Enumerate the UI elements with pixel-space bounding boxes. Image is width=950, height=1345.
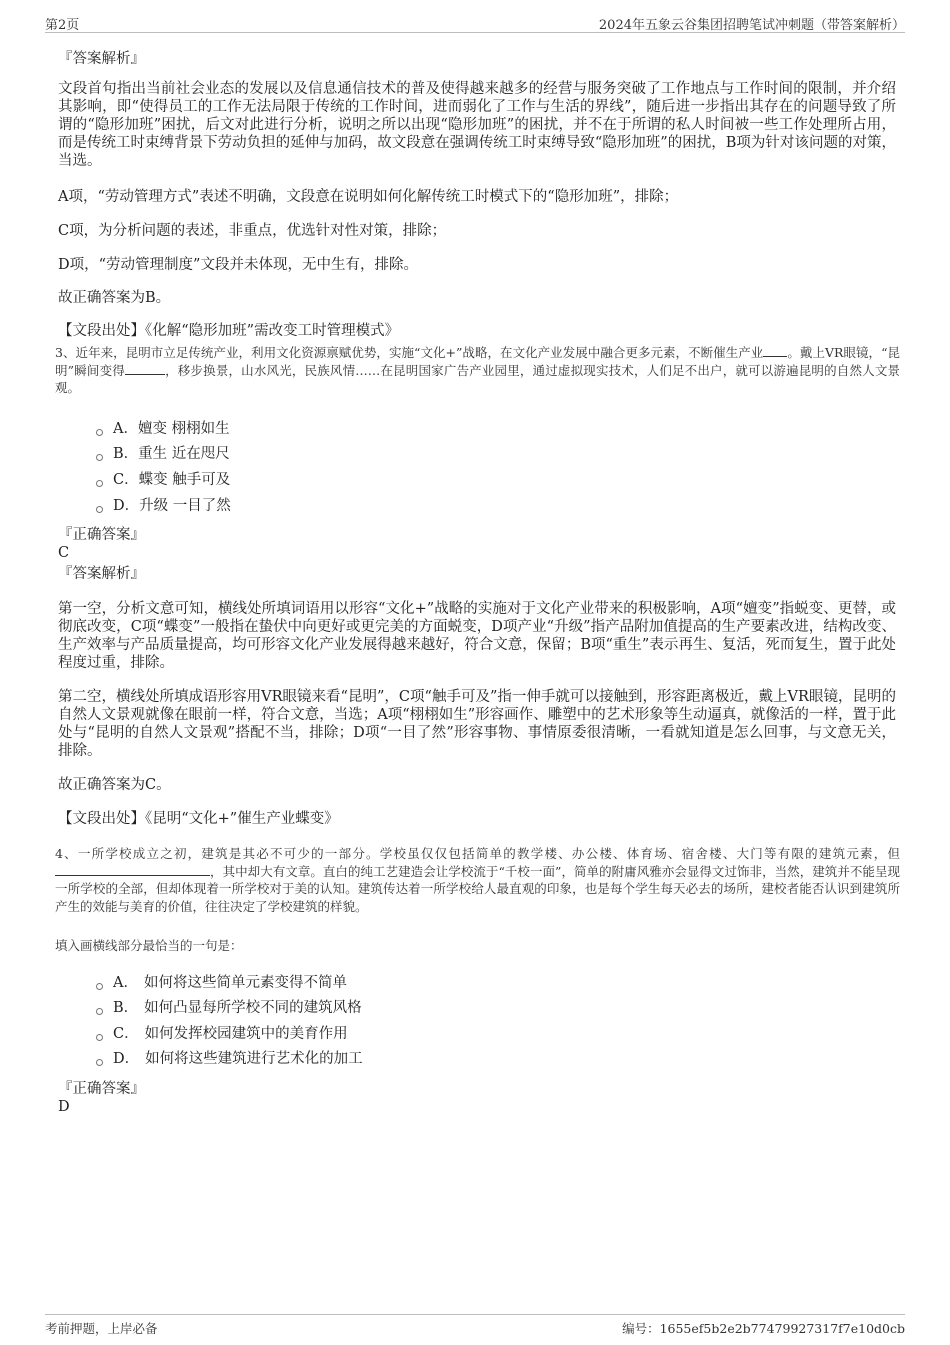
- option-letter: A．: [113, 975, 138, 991]
- q3-stem-part-3: ，移步换景，山水风光，民族风情……在昆明国家广告产业园里，通过虚拟现实技术，人们足不出户，就可以游遍昆明的自然人文景观。: [55, 362, 900, 395]
- q4-stem-part-2: ，其中却大有文章。直白的纯工艺建造会让学校流于“千校一面”，简单的附庸风雅亦会显得文过饰非，当然，建筑并不能呈现一所学校的全部，但却体现着一所学校对于美的认知。建筑传达着一所学校给人最直观的印象，也是每个学生每天必去的场所，建校者能否认识到建筑所产生的效能与美育的价值，往往决定了学校建筑的样貌。: [55, 863, 900, 914]
- q4-option-b[interactable]: [96, 999, 362, 1017]
- option-letter: D．: [113, 1051, 140, 1067]
- q4-prompt: 填入画横线部分最恰当的一句是：: [55, 938, 243, 953]
- option-letter: C．: [113, 1026, 139, 1042]
- radio-icon[interactable]: [96, 1059, 103, 1066]
- q3-option-d[interactable]: [96, 497, 231, 515]
- document-id: 编号：1655ef5b2e2b77479927317f7e10d0cb: [622, 1321, 905, 1336]
- radio-icon[interactable]: [96, 480, 103, 487]
- radio-icon[interactable]: [96, 429, 103, 436]
- radio-icon[interactable]: [96, 1008, 103, 1015]
- q4-stem: [55, 845, 900, 915]
- document-title: 2024年五象云谷集团招聘笔试冲刺题（带答案解析）: [598, 18, 905, 33]
- option-text: 如何将这些建筑进行艺术化的加工: [145, 1051, 363, 1067]
- q2-analysis-paragraph: 文段首句指出当前社会业态的发展以及信息通信技术的普及使得越来越多的经营与服务突破了工作地点与工作时间的限制，并介绍其影响，即“使得员工的工作无法局限于传统的工作时间，进而弱化了工作与生活的界线”，随后进一步指出其存在的问题导致了所谓的“隐形加班”困扰，后文对此进行分析，说明之所以出现“隐形加班”的困扰，并不在于所谓的私人时间被一些工作处理所占用，而是传统工时束缚背景下劳动负担的延伸与加码，故文段意在强调传统工时束缚导致“隐形加班”的困扰，B项为针对该问题的对策，当选。: [58, 81, 896, 169]
- option-text: 如何将这些简单元素变得不简单: [143, 975, 347, 991]
- q3-analysis-paragraph-2: 第二空，横线处所填成语形容用VR眼镜来看“昆明”，C项“触手可及”指一伸手就可以接触到，形容距离极近，戴上VR眼镜，昆明的自然人文景观就像在眼前一样，符合文意，当选；A项“栩栩如生”形容画作、雕塑中的艺术形象等生动逼真，就像活的一样，置于此处与“昆明的自然人文景观”搭配不当，排除；D项“一目了然”形容事物、事情原委很清晰，一看就知道是怎么回事，与文意无关，排除。: [58, 689, 896, 759]
- q3-stem-part-1: 3、近年来，昆明市立足传统产业，利用文化资源禀赋优势，实施“文化+”战略，在文化产业发展中融合更多元素，不断催生产业: [55, 345, 764, 360]
- radio-icon[interactable]: [96, 506, 103, 513]
- q3-option-a[interactable]: [96, 420, 230, 438]
- option-text: 重生 近在咫尺: [138, 446, 230, 462]
- q3-option-c[interactable]: [96, 471, 230, 489]
- option-letter: A．: [113, 421, 138, 437]
- radio-icon[interactable]: [96, 1034, 103, 1041]
- q3-analysis-paragraph-1: 第一空，分析文意可知，横线处所填词语用以形容“文化+”战略的实施对于文化产业带来的积极影响，A项“嬗变”指蜕变、更替，或彻底改变，C项“蝶变”一般指在蛰伏中向更好或更完美的方面蜕变，D项产业“升级”指产品附加值提高的生产要素改进，结构改变、生产效率与产品质量提高，均可形容文化产业发展得越来越好，符合文意，保留；B项“重生”表示再生、复活，死而复生，置于此处程度过重，排除。: [58, 601, 896, 671]
- q3-option-b[interactable]: [96, 445, 230, 463]
- option-letter: C．: [113, 472, 139, 488]
- q4-answer: D: [58, 1099, 70, 1115]
- q4-answer-label: 『正确答案』: [58, 1081, 145, 1097]
- q3-blank-1: [763, 344, 787, 357]
- q2-analysis-option-a: A项，“劳动管理方式”表述不明确，文段意在说明如何化解传统工时模式下的“隐形加班”，排除；: [58, 189, 679, 205]
- radio-icon[interactable]: [96, 983, 103, 990]
- q3-answer-label: 『正确答案』: [58, 527, 145, 543]
- option-text: 嬗变 栩栩如生: [137, 421, 230, 437]
- option-letter: B．: [113, 1000, 139, 1016]
- q2-analysis-option-c: C项，为分析问题的表述，非重点，优选针对性对策，排除；: [58, 223, 447, 239]
- q4-option-c[interactable]: [96, 1025, 348, 1043]
- q2-analysis-label: 『答案解析』: [58, 51, 145, 67]
- page-footer: [45, 1314, 905, 1335]
- option-text: 如何凸显每所学校不同的建筑风格: [144, 1000, 362, 1016]
- q3-stem-part-2: 。戴上VR眼镜，“昆明”瞬间变得: [55, 345, 900, 378]
- option-letter: B．: [113, 446, 139, 462]
- page-number: 第2页: [45, 18, 80, 33]
- q2-analysis-option-d: D项，“劳动管理制度”文段并未体现，无中生有，排除。: [58, 257, 418, 273]
- q4-option-d[interactable]: [96, 1050, 363, 1068]
- page-header: [45, 14, 905, 33]
- q3-answer: C: [58, 545, 70, 561]
- option-text: 蝶变 触手可及: [138, 472, 231, 488]
- option-letter: D．: [113, 498, 140, 514]
- q3-stem: [55, 344, 900, 397]
- option-text: 升级 一目了然: [139, 498, 231, 514]
- option-text: 如何发挥校园建筑中的美育作用: [144, 1026, 348, 1042]
- q2-conclusion: 故正确答案为B。: [58, 290, 171, 306]
- q2-source: 【文段出处】《化解“隐形加班”需改变工时管理模式》: [58, 323, 400, 339]
- q4-blank: [55, 863, 210, 876]
- q3-conclusion: 故正确答案为C。: [58, 777, 171, 793]
- q4-stem-part-1: 4、一所学校成立之初，建筑是其必不可少的一部分。学校虽仅仅包括简单的教学楼、办公楼、体育场、宿舍楼、大门等有限的建筑元素，但: [55, 846, 900, 861]
- radio-icon[interactable]: [96, 454, 103, 461]
- q3-blank-2: [125, 362, 165, 375]
- q3-analysis-label: 『答案解析』: [58, 566, 145, 582]
- q3-source: 【文段出处】《昆明“文化+”催生产业蝶变》: [58, 811, 339, 827]
- footer-slogan: 考前押题，上岸必备: [45, 1321, 158, 1336]
- q4-option-a[interactable]: [96, 974, 347, 992]
